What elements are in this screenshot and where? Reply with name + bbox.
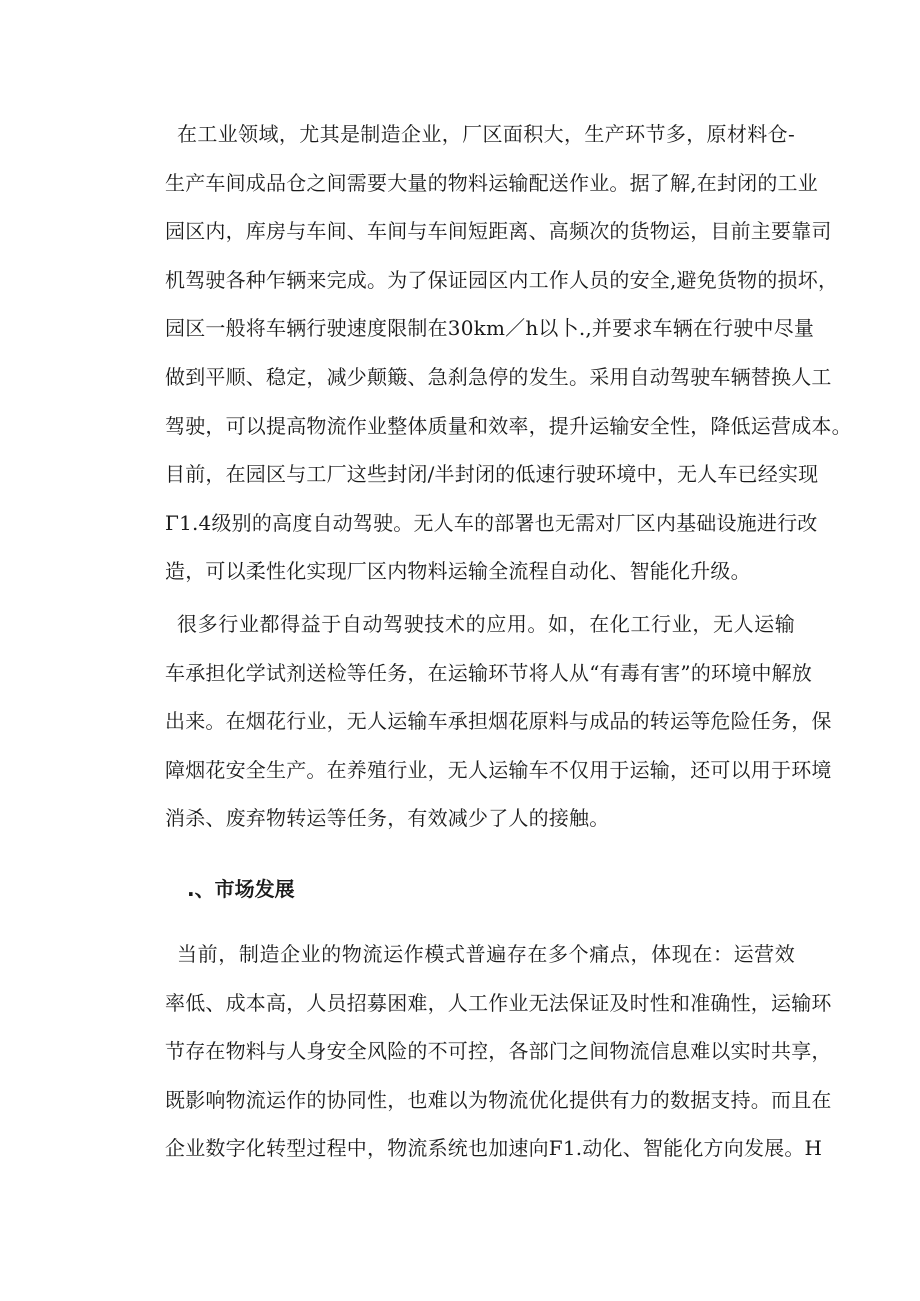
paragraph-line: 消杀、废弃物转运等任务，有效减少了人的接触。 [165, 806, 610, 831]
paragraph-line: 园区一般将车辆行驶速度限制在30km／h以卜.,并要求车辆在行驶中尽量 [165, 316, 815, 341]
paragraph-line: 既影响物流运作的协同性，也难以为物流优化提供有力的数据支持。而且在 [165, 1087, 832, 1112]
paragraph-line: 车承担化学试剂送检等任务，在运输环节将人从“有毒有害”的环境中解放 [165, 660, 813, 685]
paragraph-line: 园区内，库房与车间、车间与车间短距离、高频次的货物运，目前主要靠司 [165, 219, 832, 244]
paragraph-line: 在工业领域，尤其是制造企业，厂区面积大，生产环节多，原材料仓- [177, 122, 795, 146]
paragraph-market-development [165, 930, 832, 1173]
paragraph-line: 生产车间成品仓之间需要大量的物料运输配送作业。据了解,在封闭的工业 [165, 170, 818, 195]
paragraph-line: 造，可以柔性化实现厂区内物料运输全流程自动化、智能化升级。 [165, 559, 751, 584]
paragraph-line: 率低、成本高，人员招募困难，人工作业无法保证及时性和准确性，运输环 [165, 990, 832, 1015]
paragraph-line: 当前，制造企业的物流运作模式普遍存在多个痛点，体现在：运营效 [177, 942, 795, 966]
paragraph-line: 机驾驶各种乍辆来完成。为了保证园区内工作人员的安全,避免货物的损坏， [165, 267, 839, 292]
paragraph-industrial-logistics [165, 110, 852, 596]
paragraph-line: 目前，在园区与工厂这些封闭/半封闭的低速行驶环境中，无人车已经实现 [165, 462, 819, 487]
paragraph-industry-applications [165, 600, 832, 843]
paragraph-line: Γ1.4级别的高度自动驾驶。无人车的部署也无需对厂区内基础设施进行改 [165, 510, 818, 535]
section-heading: .、市场发展 [187, 877, 295, 901]
paragraph-line: 障烟花安全生产。在养殖行业，无人运输车不仅用于运输，还可以用于环境 [165, 757, 832, 782]
paragraph-line: 做到平顺、稳定，减少颠簸、急刹急停的发生。采用自动驾驶车辆替换人工 [165, 364, 832, 389]
paragraph-line: 节存在物料与人身安全风险的不可控，各部门之间物流信息难以实时共享， [165, 1039, 832, 1064]
paragraph-line: 出来。在烟花行业，无人运输车承担烟花原料与成品的转运等危险任务，保 [165, 709, 832, 734]
paragraph-line: 很多行业都得益于自动驾驶技术的应用。如，在化工行业，无人运输 [177, 612, 795, 636]
paragraph-line: 驾驶，可以提高物流作业整体质量和效率，提升运输安全性，降低运营成本。 [165, 413, 852, 438]
paragraph-line: 企业数字化转型过程中，物流系统也加速向F1.动化、智能化方向发展。H [165, 1136, 823, 1161]
